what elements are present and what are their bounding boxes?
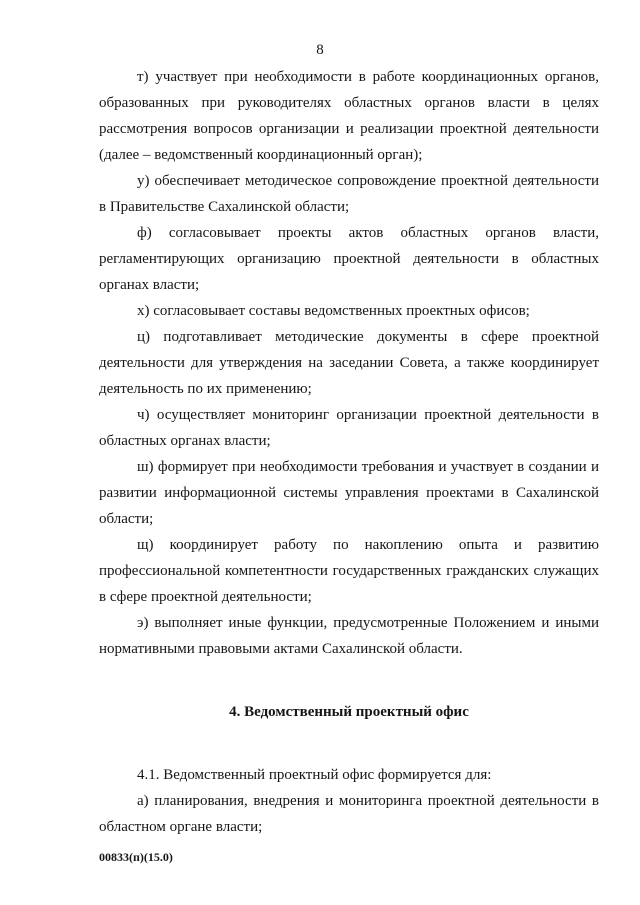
paragraph-a: а) планирования, внедрения и мониторинга проектной деятельности в областном органе власти;	[99, 793, 599, 835]
paragraph-e: э) выполняет иные функции, предусмотренные Положением и иными нормативными правовыми актами Сахалинской области.	[99, 615, 599, 657]
section-heading: 4. Ведомственный проектный офис	[229, 704, 469, 720]
page-number: 8	[316, 42, 324, 58]
paragraph-kh: х) согласовывает составы ведомственных проектных офисов;	[137, 303, 530, 319]
paragraph-sh: ш) формирует при необходимости требования и участвует в создании и развитии информационной системы управления проектами в Сахалинской области;	[99, 459, 599, 527]
paragraph-f: ф) согласовывает проекты актов областных органов власти, регламентирующих организацию проектной деятельности в областных органах власти;	[99, 225, 599, 293]
document-code: 00833(п)(15.0)	[99, 850, 173, 864]
paragraph-ts: ц) подготавливает методические документы в сфере проектной деятельности для утверждения на заседании Совета, а также координирует деятельность по их применению;	[99, 329, 599, 397]
paragraph-ch: ч) осуществляет мониторинг организации проектной деятельности в областных органах власти;	[99, 407, 599, 449]
document-body	[99, 64, 599, 840]
paragraph-shch: щ) координирует работу по накоплению опыта и развитию профессиональной компетентности государственных гражданских служащих в сфере проектной деятельности;	[99, 537, 599, 605]
paragraph-u: у) обеспечивает методическое сопровождение проектной деятельности в Правительстве Сахалинской области;	[99, 173, 599, 215]
paragraph-t: т) участвует при необходимости в работе координационных органов, образованных при руководителях областных органов власти в целях рассмотрения вопросов организации и реализации проектной деятельности (далее – ведомственный координационный орган);	[99, 69, 599, 163]
paragraph-4-1: 4.1. Ведомственный проектный офис формируется для:	[137, 767, 492, 783]
